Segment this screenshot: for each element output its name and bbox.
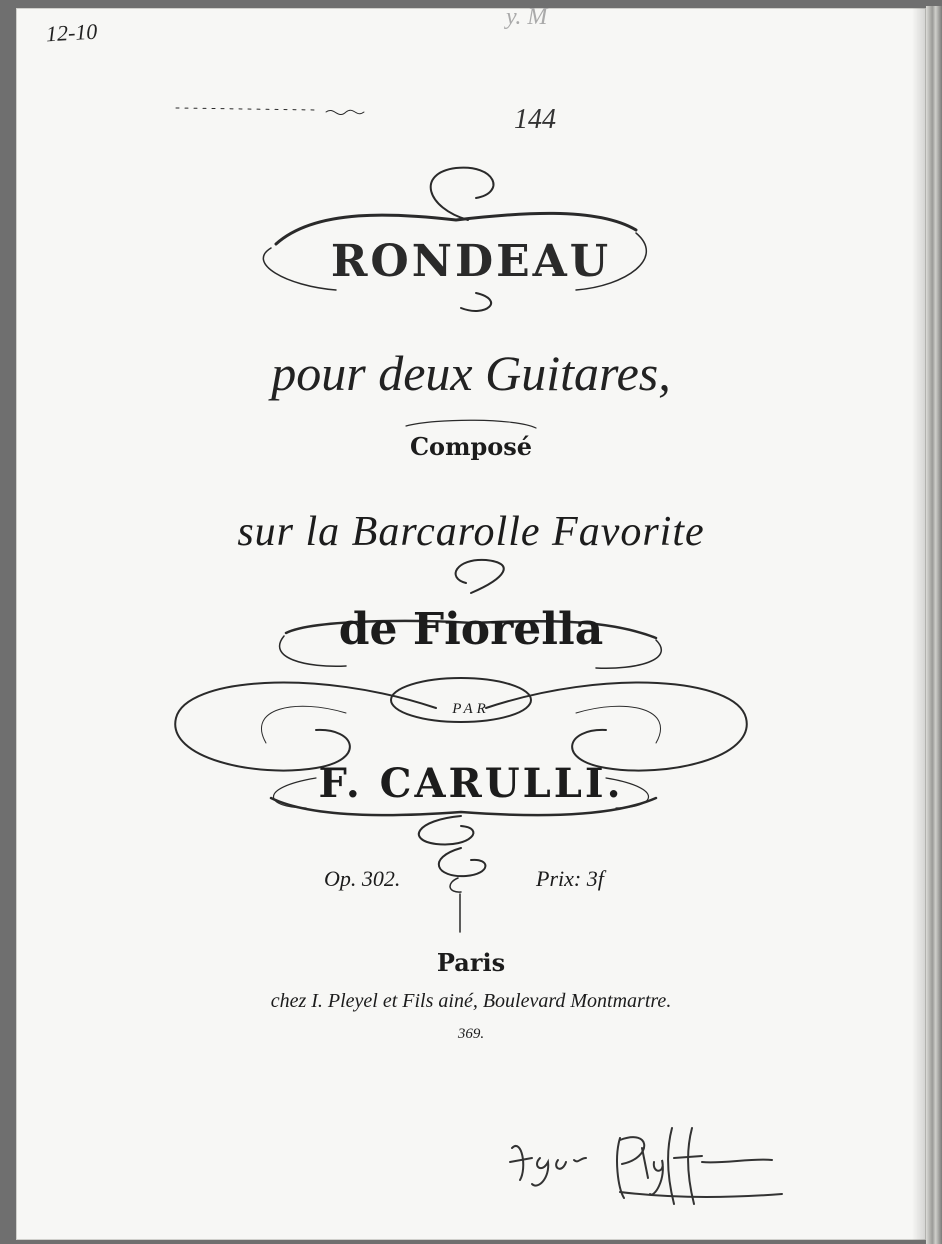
composed-label: Composé (409, 432, 533, 461)
by-label: PAR (452, 701, 490, 717)
right-edge-shadow (912, 8, 926, 1240)
title-page (16, 8, 926, 1240)
catalogue-number: 144 (514, 104, 556, 135)
page-edge (926, 6, 942, 1244)
price: Prix: 3f (536, 866, 604, 891)
shelfmark: 12-10 (45, 18, 98, 47)
main-title: RONDEAU (330, 236, 612, 287)
plate-number: 369. (457, 1026, 485, 1042)
subtitle: pour deux Guitares, (271, 345, 671, 401)
opus-number: Op. 302. (324, 866, 401, 891)
source-line: sur la Barcarolle Favorite (237, 509, 705, 555)
work-name: de Fiorella (338, 604, 604, 655)
composer-name: F. CARULLI. (318, 760, 624, 807)
publisher-address: chez I. Pleyel et Fils ainé, Boulevard Montmartre. (270, 990, 672, 1012)
top-note: y. M (506, 8, 548, 30)
publisher-city: Paris (436, 948, 506, 977)
handwritten-signature (502, 1118, 802, 1208)
